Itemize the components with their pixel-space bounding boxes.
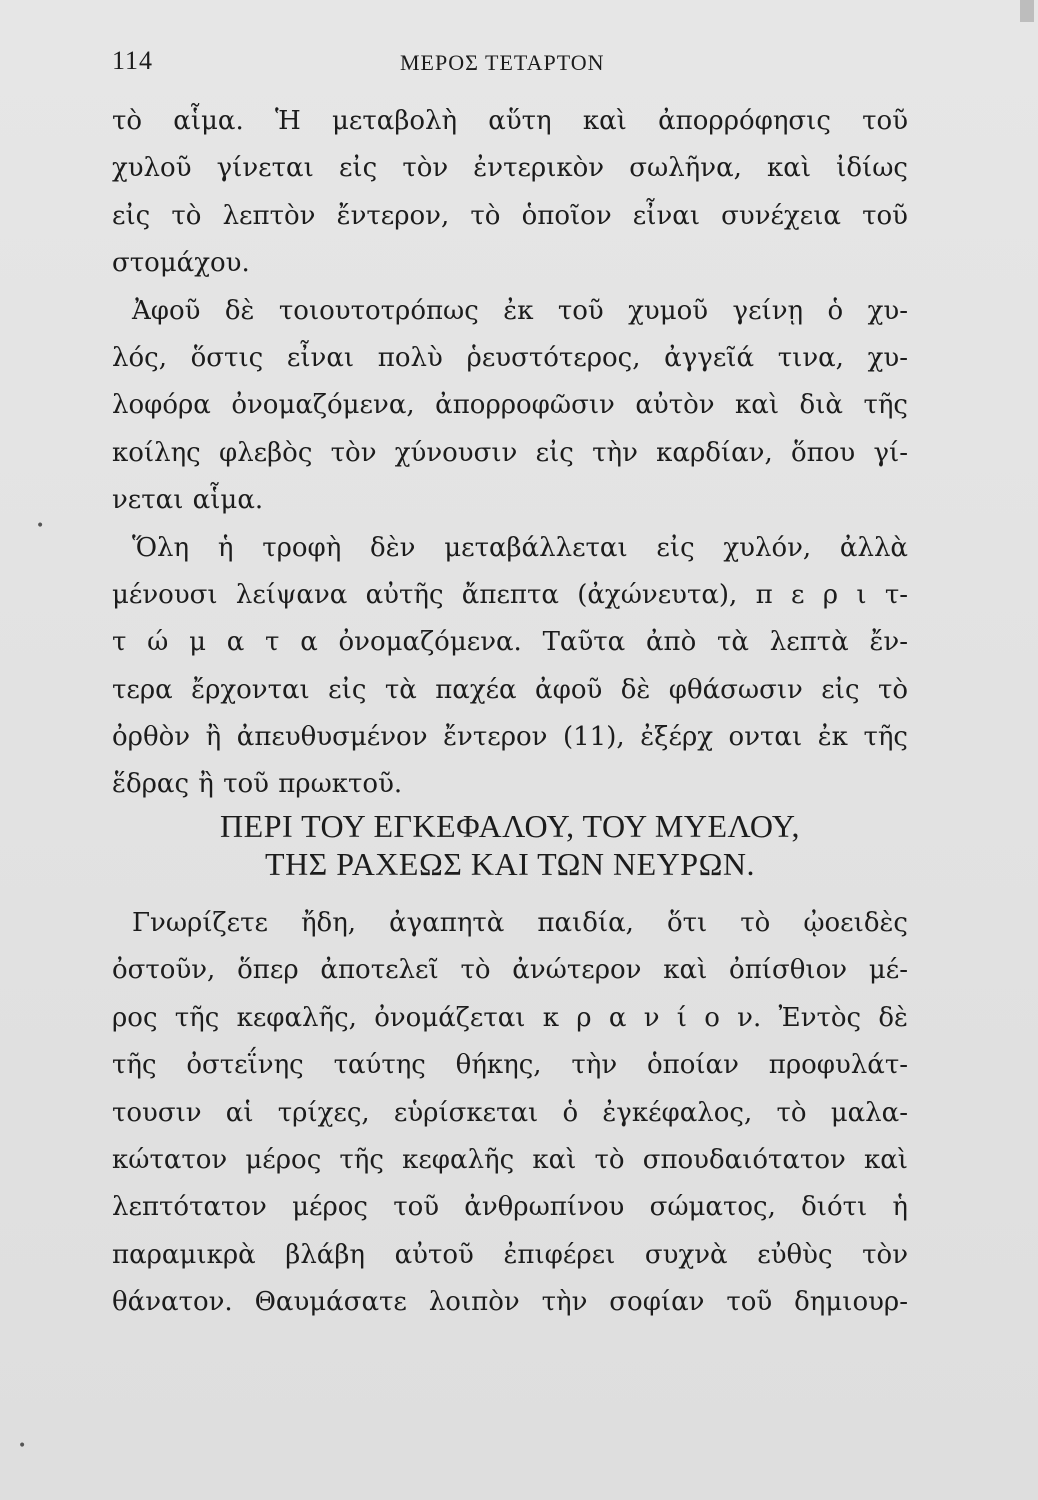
page-number: 114 [112, 46, 154, 75]
body-text-top [112, 98, 908, 809]
text-line: Γνωρίζετε ἤδη, ἀγαπητὰ παιδία, ὅτι τὸ ᾠοειδὲς [132, 908, 908, 938]
text-line: νεται αἷμα. [112, 485, 264, 516]
text-line: ρος τῆς κεφαλῆς, ὀνομάζεται κ ρ α ν ί ο ν. Ἐντὸς δὲ [112, 1002, 908, 1033]
page-edge-mark [1020, 0, 1034, 22]
body-text-bottom [112, 900, 908, 1327]
text-line: χυλοῦ γίνεται εἰς τὸν ἐντερικὸν σωλῆνα, καὶ ἰδίως [112, 153, 908, 184]
text-line: Ἀφοῦ δὲ τοιουτοτρόπως ἐκ τοῦ χυμοῦ γείνῃ ὁ χυ- [132, 295, 908, 326]
text-line: θάνατον. Θαυμάσατε λοιπὸν τὴν σοφίαν τοῦ δημιουρ- [112, 1287, 908, 1318]
text-line: τερα ἔρχονται εἰς τὰ παχέα ἀφοῦ δὲ φθάσωσιν εἰς τὸ [112, 674, 908, 705]
page-header [112, 46, 904, 86]
section-heading-line-1: ΠΕΡΙ ΤΟΥ ΕΓΚΕΦΑΛΟΥ, ΤΟΥ ΜΥΕΛΟΥ, [220, 808, 800, 844]
text-line: ὀρθὸν ἢ ἀπευθυσμένον ἔντερον (11), ἐξέρχ ονται ἐκ τῆς [112, 722, 908, 753]
text-line: παραμικρὰ βλάβη αὐτοῦ ἐπιφέρει συχνὰ εὐθὺς τὸν [112, 1239, 908, 1270]
running-title: ΜΕΡΟΣ ΤΕΤΑΡΤΟΝ [400, 50, 605, 75]
text-line: μένουσι λείψανα αὐτῆς ἄπεπτα (ἀχώνευτα), π ε ρ ι τ- [112, 579, 908, 610]
margin-speck: • [18, 1438, 27, 1454]
text-line: τουσιν αἱ τρίχες, εὑρίσκεται ὁ ἐγκέφαλος, τὸ μαλα- [112, 1097, 908, 1128]
text-line: τὸ αἷμα. Ἡ μεταβολὴ αὕτη καὶ ἀπορρόφησις τοῦ [112, 106, 908, 136]
text-line: λός, ὅστις εἶναι πολὺ ῥευστότερος, ἀγγεῖά τινα, χυ- [112, 342, 908, 373]
text-line: κοίλης φλεβὸς τὸν χύνουσιν εἰς τὴν καρδίαν, ὅπου γί- [112, 437, 908, 468]
section-heading-line-2: ΤΗΣ ΡΑΧΕΩΣ ΚΑΙ ΤΩΝ ΝΕΥΡΩΝ. [265, 846, 755, 882]
text-line: Ὅλη ἡ τροφὴ δὲν μεταβάλλεται εἰς χυλόν, ἀλλὰ [132, 532, 908, 563]
text-line: ὀστοῦν, ὅπερ ἀποτελεῖ τὸ ἀνώτερον καὶ ὀπίσθιον μέ- [112, 955, 908, 986]
text-line: τ ώ μ α τ α ὀνομαζόμενα. Ταῦτα ἀπὸ τὰ λεπτὰ ἔν- [112, 627, 908, 658]
text-line: στομάχου. [112, 248, 250, 279]
text-line: εἰς τὸ λεπτὸν ἔντερον, τὸ ὁποῖον εἶναι συνέχεια τοῦ [112, 200, 908, 231]
text-line: λεπτότατον μέρος τοῦ ἀνθρωπίνου σώματος, διότι ἡ [112, 1192, 908, 1223]
text-line: κώτατον μέρος τῆς κεφαλῆς καὶ τὸ σπουδαιότατον καὶ [112, 1144, 908, 1175]
text-line: λοφόρα ὀνομαζόμενα, ἀπορροφῶσιν αὐτὸν καὶ διὰ τῆς [112, 390, 908, 421]
margin-speck: • [36, 518, 45, 534]
text-line: τῆς ὀστεΐνης ταύτης θήκης, τὴν ὁποίαν προφυλάτ- [112, 1050, 908, 1081]
text-line: ἕδρας ἢ τοῦ πρωκτοῦ. [112, 769, 403, 800]
